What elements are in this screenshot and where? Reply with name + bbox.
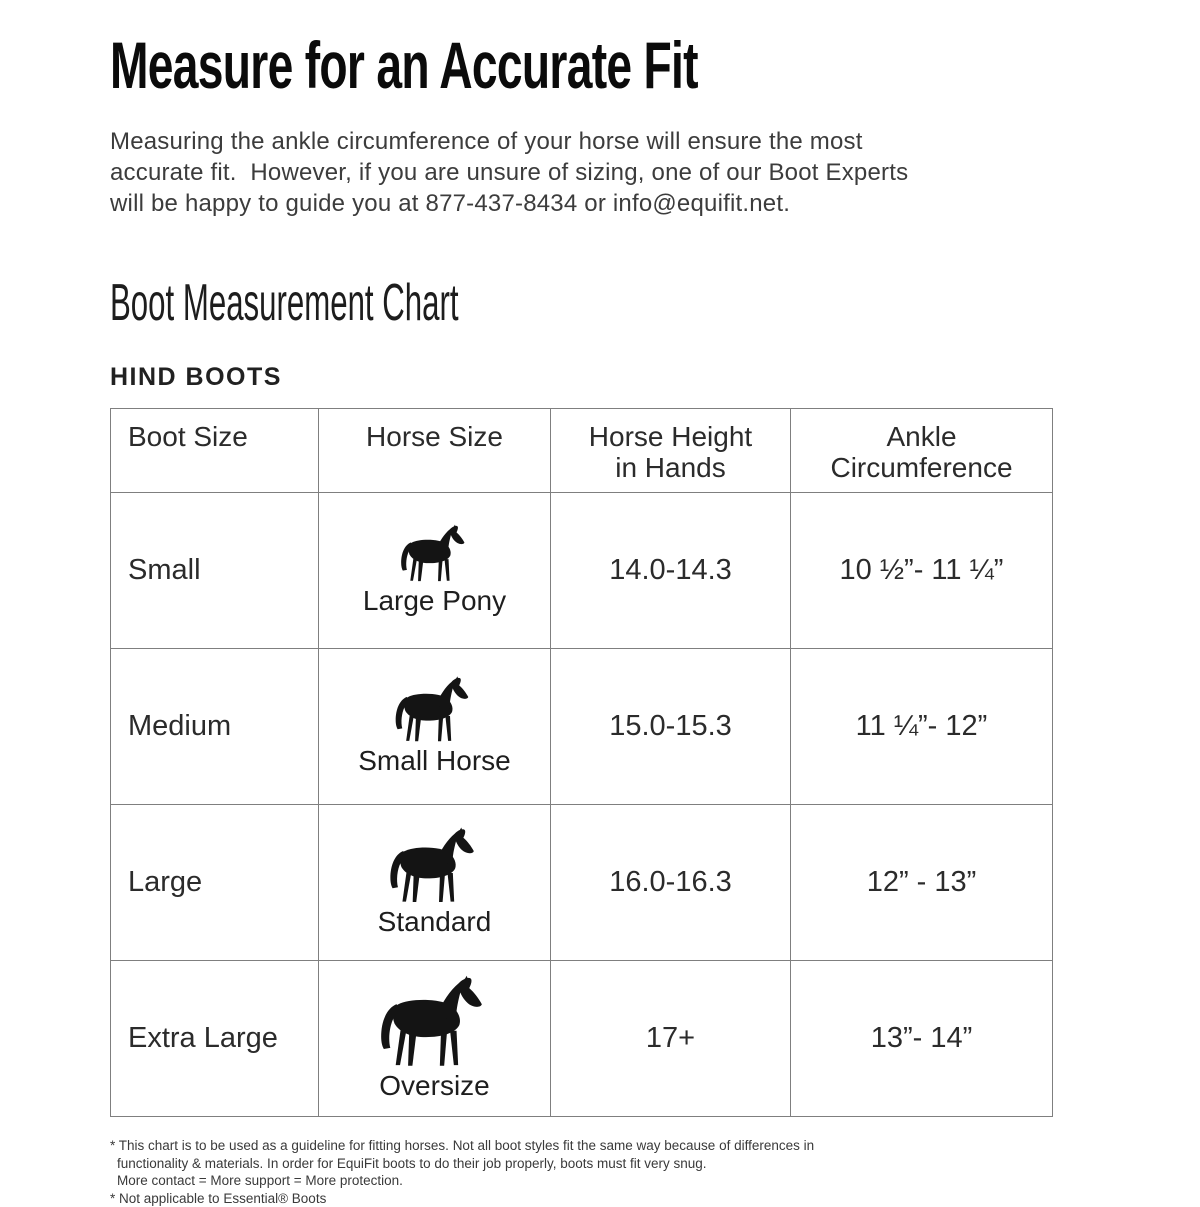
- table-row: [111, 493, 1053, 649]
- horse-silhouette-icon: [384, 676, 485, 742]
- horse-height-cell: 15.0-15.3: [551, 649, 791, 805]
- header-line: Circumference: [791, 452, 1052, 483]
- horse-height-cell: 14.0-14.3: [551, 493, 791, 649]
- boot-measurement-table: [110, 408, 1053, 1117]
- header-line: in Hands: [551, 452, 790, 483]
- horse-size-cell: [319, 805, 551, 961]
- header-horse-height: [551, 409, 791, 493]
- footnote-line: * Not applicable to Essential® Boots: [110, 1190, 1110, 1207]
- intro-line: accurate fit. However, if you are unsure of sizing, one of our Boot Experts: [110, 157, 1110, 188]
- page-title: [110, 32, 1110, 98]
- horse-size-label: Small Horse: [358, 745, 510, 777]
- header-boot-size: [111, 409, 319, 493]
- ankle-circumference-cell: 13”- 14”: [791, 961, 1053, 1117]
- table-row: [111, 805, 1053, 961]
- boot-size-cell: Extra Large: [111, 961, 319, 1117]
- section-title-text: Boot Measurement Chart: [110, 277, 459, 329]
- ankle-circumference-cell: 10 ½”- 11 ¼”: [791, 493, 1053, 649]
- horse-height-cell: 16.0-16.3: [551, 805, 791, 961]
- header-line: Boot Size: [128, 421, 318, 452]
- table-row: [111, 961, 1053, 1117]
- footnote-line: * This chart is to be used as a guideline for fitting horses. Not all boot styles fit the same way because of differences in: [110, 1137, 1110, 1155]
- header-line: Ankle: [791, 421, 1052, 452]
- table-header-row: [111, 409, 1053, 493]
- horse-silhouette-icon: [377, 827, 493, 903]
- ankle-circumference-cell: 11 ¼”- 12”: [791, 649, 1053, 805]
- page-title-text: Measure for an Accurate Fit: [110, 32, 698, 98]
- header-ankle-circumference: [791, 409, 1053, 493]
- horse-silhouette-icon: [365, 975, 505, 1067]
- boot-size-cell: Large: [111, 805, 319, 961]
- horse-size-label: Large Pony: [363, 585, 506, 617]
- intro-line: Measuring the ankle circumference of your horse will ensure the most: [110, 126, 1110, 157]
- hind-boots-label: HIND BOOTS: [110, 363, 1110, 392]
- horse-size-label: Standard: [378, 906, 492, 938]
- footnotes: [110, 1137, 1110, 1207]
- horse-size-cell: [319, 649, 551, 805]
- header-horse-size: [319, 409, 551, 493]
- horse-silhouette-icon: [391, 524, 479, 582]
- footnote-line: functionality & materials. In order for EquiFit boots to do their job properly, boots must fit very snug.: [110, 1155, 1110, 1173]
- intro-paragraph: [110, 126, 1110, 219]
- table-row: [111, 649, 1053, 805]
- horse-size-cell: [319, 493, 551, 649]
- boot-size-cell: Medium: [111, 649, 319, 805]
- horse-size-cell: [319, 961, 551, 1117]
- boot-size-cell: Small: [111, 493, 319, 649]
- horse-size-label: Oversize: [379, 1070, 489, 1102]
- header-line: Horse Height: [551, 421, 790, 452]
- intro-line: will be happy to guide you at 877-437-8434 or info@equifit.net.: [110, 188, 1110, 219]
- header-line: Horse Size: [319, 421, 550, 452]
- footnote-line: More contact = More support = More protection.: [110, 1172, 1110, 1190]
- ankle-circumference-cell: 12” - 13”: [791, 805, 1053, 961]
- section-title: [110, 277, 1110, 329]
- horse-height-cell: 17+: [551, 961, 791, 1117]
